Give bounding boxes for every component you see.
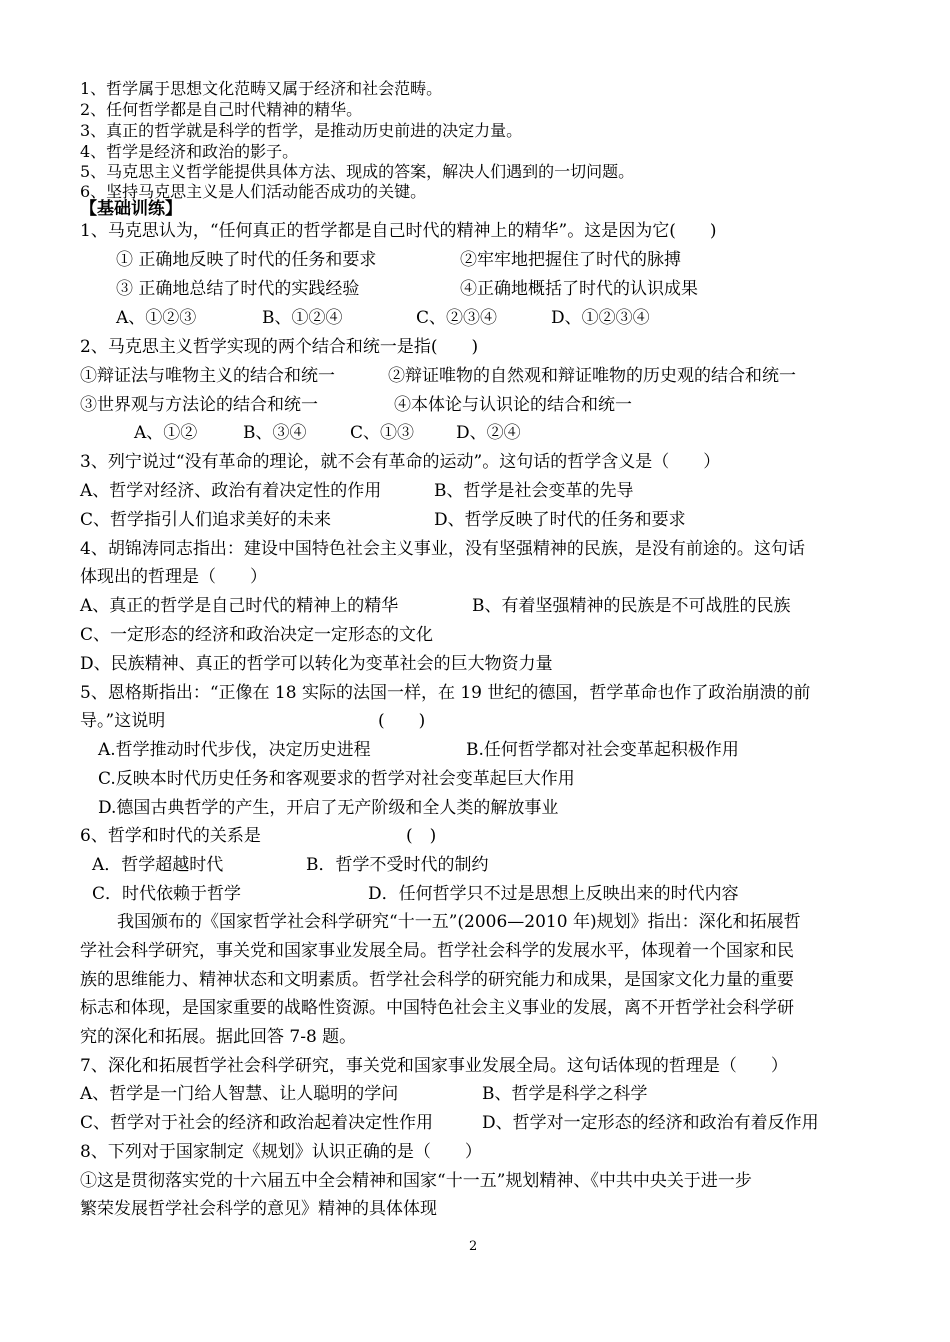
q4-option-c: C、一定形态的经济和政治决定一定形态的文化 — [80, 625, 434, 645]
q4-option-a: A、真正的哲学是自己时代的精神上的精华 — [80, 596, 399, 616]
section-title: 【基础训练】 — [80, 199, 182, 219]
q8-item-1-line-1: ①这是贯彻落实党的十六届五中全会精神和国家“十一五”规划精神、《中共中央关于进一步 — [80, 1171, 752, 1191]
q7-option-d: D、哲学对一定形态的经济和政治有着反作用 — [482, 1113, 819, 1133]
q3-option-c: C、哲学指引人们追求美好的未来 — [80, 510, 332, 530]
passage-line-4: 标志和体现，是国家重要的战略性资源。中国特色社会主义事业的发展，离不开哲学社会科学研 — [80, 998, 794, 1018]
q6-option-b: B．哲学不受时代的制约 — [306, 855, 489, 875]
q1-item-2: ②牢牢地把握住了时代的脉搏 — [460, 250, 681, 270]
passage-line-1: 我国颁布的《国家哲学社会科学研究“十一五”(2006—2010 年)规划》指出：深化和拓展哲 — [117, 912, 801, 932]
q3-option-d: D、哲学反映了时代的任务和要求 — [434, 510, 686, 530]
q8-item-1-line-2: 繁荣发展哲学社会科学的意见》精神的具体体现 — [80, 1199, 437, 1219]
q1-option-c: C、②③④ — [416, 308, 498, 328]
q3-option-b: B、哲学是社会变革的先导 — [434, 481, 634, 501]
statement-4: 4、哲学是经济和政治的影子。 — [80, 142, 299, 161]
statement-1: 1、哲学属于思想文化范畴又属于经济和社会范畴。 — [80, 79, 443, 98]
q2-option-c: C、①③ — [350, 423, 415, 443]
q4-option-d: D、民族精神、真正的哲学可以转化为变革社会的巨大物资力量 — [80, 654, 553, 674]
q2-item-1: ①辩证法与唯物主义的结合和统一 — [80, 366, 335, 386]
passage-line-3: 族的思维能力、精神状态和文明素质。哲学社会科学的研究能力和成果，是国家文化力量的重要 — [80, 970, 794, 990]
q7-option-a: A、哲学是一门给人智慧、让人聪明的学问 — [80, 1084, 399, 1104]
q7-option-c: C、哲学对于社会的经济和政治起着决定性作用 — [80, 1113, 434, 1133]
q7-option-b: B、哲学是科学之科学 — [482, 1084, 648, 1104]
q5-option-d: D.德国古典哲学的产生，开启了无产阶级和全人类的解放事业 — [98, 798, 559, 818]
q2-item-3: ③世界观与方法论的结合和统一 — [80, 395, 318, 415]
q3-stem: 3、列宁说过“没有革命的理论，就不会有革命的运动”。这句话的哲学含义是（ ） — [80, 452, 721, 472]
q5-option-b: B.任何哲学都对社会变革起积极作用 — [466, 740, 739, 760]
q8-stem: 8、下列对于国家制定《规划》认识正确的是（ ） — [80, 1142, 482, 1162]
q1-item-4: ④正确地概括了时代的认识成果 — [460, 279, 698, 299]
statement-3: 3、真正的哲学就是科学的哲学，是推动历史前进的决定力量。 — [80, 121, 523, 140]
q5-stem-line-2: 导。”这说明 — [80, 711, 166, 731]
statement-6: 6、坚持马克思主义是人们活动能否成功的关键。 — [80, 182, 427, 201]
q4-option-b: B、有着坚强精神的民族是不可战胜的民族 — [472, 596, 791, 616]
q5-option-a: A.哲学推动时代步伐，决定历史进程 — [98, 740, 371, 760]
q6-stem: 6、哲学和时代的关系是 — [80, 826, 261, 846]
q4-stem-line-1: 4、胡锦涛同志指出：建设中国特色社会主义事业，没有坚强精神的民族，是没有前途的。这句话 — [80, 539, 805, 559]
q5-option-c: C.反映本时代历史任务和客观要求的哲学对社会变革起巨大作用 — [98, 769, 575, 789]
q4-stem-line-2: 体现出的哲理是（ ） — [80, 567, 267, 587]
q6-option-a: A．哲学超越时代 — [92, 855, 224, 875]
passage-line-2: 学社会科学研究，事关党和国家事业发展全局。哲学社会科学的发展水平，体现着一个国家和民 — [80, 941, 794, 961]
q2-option-b: B、③④ — [243, 423, 307, 443]
passage-line-5: 究的深化和拓展。据此回答 7-8 题。 — [80, 1027, 357, 1047]
q6-answer-paren: ( ) — [406, 826, 437, 846]
q1-option-a: A、①②③ — [116, 308, 197, 328]
q1-option-d: D、①②③④ — [551, 308, 650, 328]
q1-option-b: B、①②④ — [262, 308, 343, 328]
q1-item-1: ① 正确地反映了时代的任务和要求 — [116, 250, 377, 270]
q2-stem: 2、马克思主义哲学实现的两个结合和统一是指( ) — [80, 337, 479, 357]
q6-option-d: D．任何哲学只不过是思想上反映出来的时代内容 — [368, 884, 739, 904]
q2-option-d: D、②④ — [456, 423, 521, 443]
page-number: 2 — [469, 1239, 478, 1254]
q1-stem: 1、马克思认为，“任何真正的哲学都是自己时代的精神上的精华”。这是因为它( ) — [80, 221, 717, 241]
q3-option-a: A、哲学对经济、政治有着决定性的作用 — [80, 481, 382, 501]
q7-stem: 7、深化和拓展哲学社会科学研究，事关党和国家事业发展全局。这句话体现的哲理是（ ） — [80, 1056, 788, 1076]
q2-option-a: A、①② — [134, 423, 198, 443]
statement-5: 5、马克思主义哲学能提供具体方法、现成的答案，解决人们遇到的一切问题。 — [80, 162, 635, 181]
q2-item-4: ④本体论与认识论的结合和统一 — [394, 395, 632, 415]
q5-stem-line-1: 5、恩格斯指出：“正像在 18 实际的法国一样，在 19 世纪的德国，哲学革命也作了政治崩溃的前 — [80, 683, 811, 703]
q2-item-2: ②辩证唯物的自然观和辩证唯物的历史观的结合和统一 — [388, 366, 796, 386]
q6-option-c: C．时代依赖于哲学 — [92, 884, 242, 904]
q1-item-3: ③ 正确地总结了时代的实践经验 — [116, 279, 360, 299]
q5-answer-paren: ( ) — [378, 711, 426, 731]
statement-2: 2、任何哲学都是自己时代精神的精华。 — [80, 100, 363, 119]
